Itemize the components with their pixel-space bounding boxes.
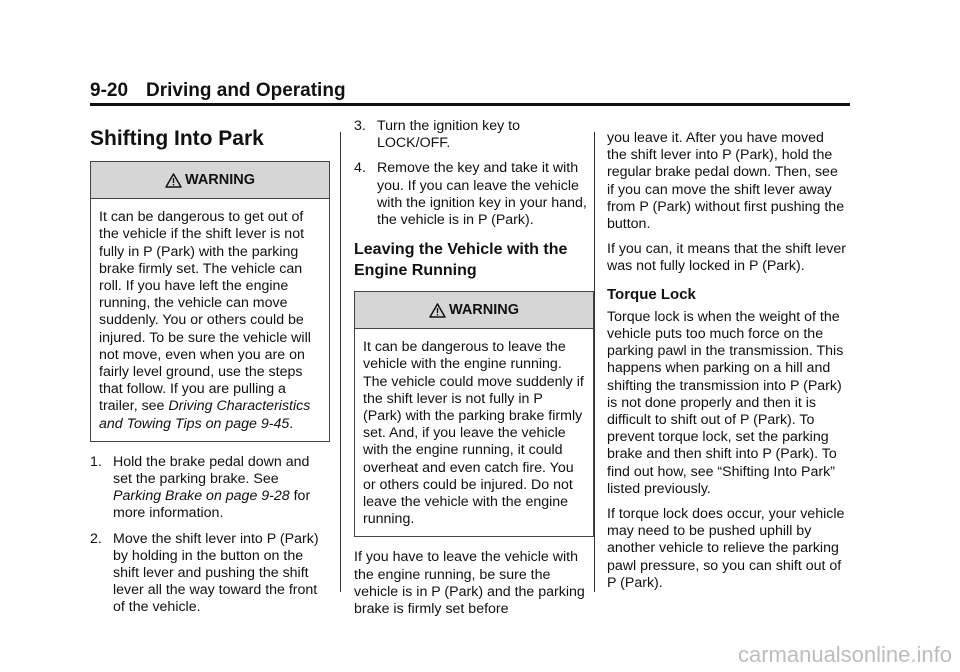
steps-list xyxy=(354,118,594,229)
column-1 xyxy=(90,118,330,627)
list-item: 1. Hold the brake pedal down and set the parking brake. See Parking Brake on page 9-28 for more information. xyxy=(90,453,311,522)
warning-header xyxy=(355,292,593,329)
warning-header xyxy=(91,162,329,199)
list-item: 4. Remove the key and take it with you. If you can leave the vehicle with the ignition key in your hand, the vehicle is in P (Park). xyxy=(354,160,587,229)
section-title: Driving and Operating xyxy=(146,80,346,101)
subsection-heading: Leaving the Vehicle with the Engine Running xyxy=(354,241,568,280)
column-divider xyxy=(594,132,595,592)
cross-reference: Parking Brake on page 9-28 xyxy=(113,488,290,505)
header-rule xyxy=(90,103,850,106)
warning-box xyxy=(354,291,594,537)
warning-text: It can be dangerous to leave the vehicle with the engine running. The vehicle could move suddenly if the shift lever is not fully in P (Park) with the parking brake firmly set. And, if you leave the vehicle with the engine running, it could overheat and even catch fire. You or others could be injured. Do not leave the vehicle with the engine running. xyxy=(363,339,584,528)
page-number: 9-20 xyxy=(90,80,129,101)
warning-text: It can be dangerous to get out of the vehicle if the shift lever is not fully in P (Park) with the parking brake firmly set. The vehicle can roll. If you have left the engine running, the vehicle can move suddenly. You or others could be injured. To be sure the vehicle will not move, even when you are on fairly level ground, use the steps that follow. If you are pulling a trailer, see Driving Characteristics and Towing Tips on page 9-45. xyxy=(99,209,311,432)
paragraph: Torque lock is when the weight of the vehicle puts too much force on the parking pawl in the transmission. This happens when parking on a hill and shifting the transmission into P (Park) is not done properly and then it is difficult to shift out of P (Park). To prevent torque lock, set the parking brake and then shift into P (Park). To find out how, see “Shifting Into Park” listed previously. xyxy=(607,308,844,497)
warning-triangle-icon xyxy=(429,303,446,318)
warning-label: WARNING xyxy=(448,301,520,318)
list-item: 3. Turn the ignition key to LOCK/OFF. xyxy=(354,118,521,152)
column-divider xyxy=(340,132,341,592)
steps-list xyxy=(90,454,330,617)
warning-triangle-icon xyxy=(165,173,182,188)
column-2 xyxy=(354,118,594,626)
cross-reference: Driving Characteristics and Towing Tips on page 9-45 xyxy=(99,398,311,432)
paragraph: If you can, it means that the shift lever was not fully locked in P (Park). xyxy=(607,241,846,275)
paragraph: you leave it. After you have moved the shift lever into P (Park), hold the regular brake pedal down. Then, see if you can move the shift lever away from P (Park) without first pushing the button. xyxy=(607,130,845,233)
section-heading: Shifting Into Park xyxy=(90,127,264,150)
paragraph: If torque lock does occur, your vehicle may need to be pushed uphill by another vehicle to relieve the parking pawl pressure, so you can shift out of P (Park). xyxy=(607,506,845,591)
page-header xyxy=(90,80,346,102)
subsection-heading: Torque Lock xyxy=(607,285,696,303)
paragraph: If you have to leave the vehicle with the engine running, be sure the vehicle is in P (Park) and the parking brake is firmly set before xyxy=(354,549,585,618)
warning-label: WARNING xyxy=(184,171,256,188)
list-item: 2. Move the shift lever into P (Park) by holding in the button on the shift lever and pushing the shift lever all the way toward the front of the vehicle. xyxy=(90,530,319,616)
watermark: carmanualsonline.info xyxy=(737,642,952,667)
column-3 xyxy=(607,118,847,600)
warning-box xyxy=(90,161,330,442)
